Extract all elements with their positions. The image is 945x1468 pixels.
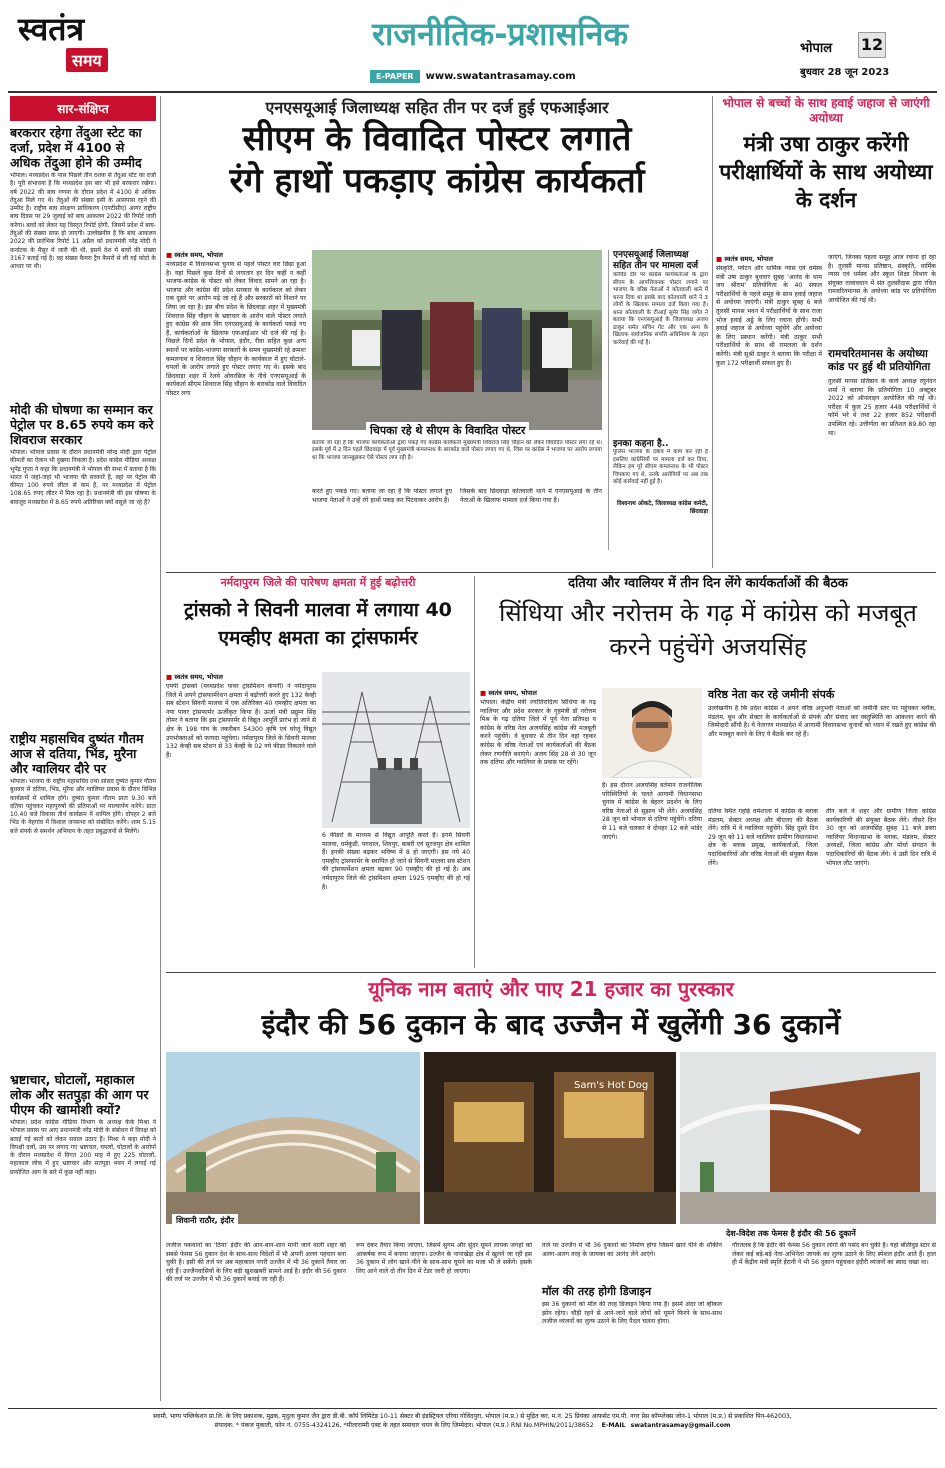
ayodhya-story — [716, 96, 936, 568]
ujjain-col-3 — [542, 1242, 722, 1400]
ayodhya-headline: मंत्री उषा ठाकुर करेंगी परीक्षार्थियों के साथ अयोध्या के दर्शन — [719, 132, 933, 212]
section-title: राजनीतिक-प्रशासनिक — [371, 15, 629, 53]
transformer-col-2-text: 6 फीडरों के माध्यम से विद्युत आपूर्ति करते हैं। इनमें सिवनी मालवा, धर्मकुंडी, पगधाल, शिवपुर, बाबरी एवं सूरजपुर क्षेत्र शामिल हैं। इनकी संख्या बढ़कर भविष्य में 8 हो जाएगी। इस नये 40 एमव्हीए ट्रांसफार्मर के स्थापित हो जाने से सिवनी मालवा सब स्टेशन की ट्रांसफार्मेशन क्षमता बढ़कर 90 एमव्हीए की हो गई है। अब नर्मदापुरम जिले की ट्रांसमिशन क्षमता 1925 एमव्हीए की हो गई है। — [322, 832, 470, 891]
transformer-col-1-text: एमपी ट्रांसको (मध्यप्रदेश पावर ट्रांसमिशन कंपनी) ने नर्मदापुरम जिले में अपने ट्रांसफार्मरेशन क्षमता में बढ़ोत्तरी करते हुए 132 केव्ही सब स्टेशन सिवनी मालवा में एक अतिरिक्त 40 एमव्हीए क्षमता का नया पावर ट्रांसफार्मर ऊर्जीकृत किया है। ऊर्जा मंत्री प्रद्युम्न सिंह तोमर ने बताया कि इस ट्रांसफार्मर से विद्युत आपूर्ति प्रारंभ हो जाने से क्षेत्र के 198 गांव के तकरीबन 54300 कृषि एवं घरेलू विद्युत उपभोक्ताओं को फायदा पहुंचेगा। नर्मदापुरम जिले के सिवनी मालवा 132 केव्ही सब स्टेशन से 33 केव्ही के 02 नये फीडर निकलने वाले हैं। — [166, 683, 316, 759]
sidebar-item-head: बरकरार रहेगा तेंदुआ स्टेट का दर्जा, प्रदेश में 4100 से अधिक तेंदुआ होने की उम्मीद — [10, 125, 142, 170]
ajay-singh-photo-svg — [602, 688, 702, 778]
ujjain-col-4-text: इस 36 दुकानों को मॉल की तरह डिजाइन किया गया है। इसमें अंदर जो व्हीकल झोन रहेगा। चौड़ी रहने से आने-जाने वाले लोगों को घूमने फिरने के साथ-साथ लजीज व्यंजनों का लुत्फ उठाने के लिए पैदल चलना होगा। — [542, 1301, 722, 1326]
footer-email-label: E-MAIL — [601, 1422, 626, 1429]
ujjain-render-1-svg — [166, 1052, 420, 1224]
scindia-subhead: वरिष्ठ नेता कर रहे जमीनी संपर्क — [708, 688, 835, 701]
main-headline-2: रंगे हाथों पकड़ाए कांग्रेस कार्यकर्ता — [229, 161, 645, 201]
ujjain-render-1 — [166, 1052, 420, 1224]
issue-date: बुधवार 28 जून 2023 — [800, 67, 890, 78]
transformer-kicker: नर्मदापुरम जिले की पारेषण क्षमता में हुई बढ़ोत्तरी — [220, 576, 416, 589]
main-story — [166, 96, 708, 568]
main-col-1-text: मध्यप्रदेश में विधानसभा चुनाव से पहले पोस्टर वार छिड़ा हुआ है। यहां पिछले कुछ दिनों से लगातार हर दिन कहीं न कहीं भाजपा-कांग्रेस के पोस्टर को लेकर विवाद सामने आ रहा है। भाजपा और कांग्रेस की प्रदेश सरकार के कार्यकाल को लेकर एक दूसरे पर आरोप मढ़े जा रहे हैं और सरकारों को निशाने पर लिया जा रहा है। इस बीच प्रदेश के छिंदवाड़ा शहर में मुख्यमंत्री शिवराज सिंह चौहान के भ्रष्टाचार के आरोप वाले पोस्टर लगाते हुए कांग्रेस की छात्र विंग एनएसयूआई के कार्यकर्ता पकड़े गए हैं, कार्यकर्ताओं के खिलाफ एफआईआर भी दर्ज की गई है। पिछले दिनों प्रदेश के भोपाल, इंदौर, रीवा सहित कुछ अन्य स्थानों पर कांग्रेस-भाजपा सरकारों के समय मुख्यमंत्री रहे क्रमशः कमलनाथ व शिवराज सिंह चौहान के कार्यकाल में हुए घोटाले-घपलों के आरोप लगाते हुए पोस्टर लगाए गए थे। इसके बाद छिंदवाड़ा शहर में रेलवे ओवरब्रिज के नीचे एनएसयूआई के कार्यकर्ता सीएम शिवराज सिंह चौहान के बारकोड वाले विवादित पोस्टर लगा — [166, 261, 306, 397]
nsui-box-head: एनएसयूआई जिलाध्यक्ष सहित तीन पर मामला दर्ज — [613, 250, 699, 271]
sidebar-item-head: मोदी की घोषणा का सम्मान कर पेट्रोल पर 8.65 रुपये कम करे शिवराज सरकार — [10, 402, 154, 447]
sidebar-item-body: भोपाल। भोपाल प्रवास के दौरान प्रधानमंत्री नरेन्द्र मोदी द्वारा पेट्रोल कीमतों का ऐलान भी दुखमा निकला है। प्रदेश कांग्रेस मीडिया अध्यक्ष भूपेंद्र गुप्ता ने कहा कि प्रधानमंत्री ने भोपाल की सभा में बताया है कि भारत में जहां-जहां भी भाजपा की सरकारें हैं, वहां पर पेट्रोल की कीमत 100 रुपये लीटर से कम है, पर मध्यप्रदेश में पेट्रोल 108.65 रुपए लीटर में मिल रहा है। प्रधानमंत्री की इस घोषणा के बावजूद मध्यप्रदेश में 8.65 रुपये अतिरिक्त क्यों वसूले जा रहे हैं? — [10, 449, 156, 506]
logo — [18, 10, 128, 90]
scindia-col-1-text: भोपाल। केंद्रीय मंत्री ज्योतिरादित्य सिंधिया के गढ़ ग्वालियर और प्रदेश सरकार के गृहमंत्री डॉ नरोत्तम मिश्र के गढ़ दतिया जिले में पूर्व नेता प्रतिपक्ष व कांग्रेस के वरिष्ठ नेता अजयसिंह कांग्रेस की मजबूती करने पहुंचेंगे। वे बुधवार से तीन दिन वहां रहकर कांग्रेस के वरिष्ठ नेताओं एवं कार्यकर्ताओं की बैठक लेकर रणनीति बनाएंगे। अजय सिंह 28 से 30 जून तक दतिया और ग्वालियर के प्रवास पर रहेंगे। — [480, 699, 596, 767]
footer-email[interactable]: swatantrasamay@gmail.com — [630, 1422, 731, 1429]
main-col-1 — [166, 250, 306, 550]
footer-line-2 — [10, 1421, 935, 1430]
transformer-photo-svg — [322, 672, 470, 828]
sidebar-item-head: भ्रष्टाचार, घोटालों, महाकाल लोक और सतपुड़ा की आग पर पीएम की खामोशी क्यों? — [10, 1072, 149, 1117]
footer — [10, 1412, 935, 1462]
sidebar-divider — [160, 96, 161, 1401]
scindia-col-4-text: दतिया स्थित गहोई धर्मशाला में कांग्रेस के ब्लाक मंडलम, सेक्टर अध्यक्ष और बीएलए की बैठक लेंगे। रात्रि में वे ग्वालियर पहुंचेंगे। सिंह दूसरे दिन 29 जून को 11 बजे ग्वालियर ग्रामीण विधानसभा क्षेत्र के ब्लाक प्रमुख, कार्यकर्ताओं, जिला पदाधिकारियों और वरिष्ठ नेताओं की संयुक्त बैठक लेंगे। — [708, 808, 818, 867]
ayodhya-col-1 — [716, 254, 822, 566]
protest-photo-caption: चिपका रहे थे सीएम के विवादित पोस्टर — [366, 422, 529, 439]
scindia-story — [480, 576, 936, 968]
section-rule-1 — [166, 572, 936, 573]
website-link[interactable]: www.swatantrasamay.com — [425, 70, 576, 82]
main-headline-1: सीएम के विवादित पोस्टर लगाते — [242, 119, 632, 159]
ayodhya-col-2 — [828, 254, 936, 566]
page-number: 12 — [858, 32, 886, 58]
ujjain-render-3 — [680, 1052, 936, 1224]
nsui-box — [608, 250, 708, 550]
nsui-quote-head: इनका कहना है.. — [613, 439, 669, 449]
ujjain-photo-strip — [166, 1052, 936, 1232]
sidebar-item-body: भोपाल। भाजपा के राष्ट्रीय महासचिव तथा सांसद दुष्यंत कुमार गौतम बुधवार से दतिया, भिंड, मुरैना और ग्वालियर प्रवास के दौरान विभिन्न कार्यक्रमों में शामिल होंगे। दुष्यंत कुमार गौतम प्रातः 9.30 बजे दतिया पहुंचकर महापुरुषों की प्रतिमाओं पर माल्यार्पण करेंगे। प्रातः 10.40 बजे विकास तीर्थ कार्यक्रम में शामिल होंगे। दोपहर 2 बजे भिंड के मेहगांव में विशाल जनसभा को संबोधित करेंगे। शाम 5.15 बजे संपर्क से समर्थन अभियान के तहत प्रबुद्धजनों से मिलेंगे। — [10, 778, 156, 835]
protest-photo-svg — [312, 250, 602, 430]
scindia-kicker: दतिया और ग्वालियर में तीन दिन लेंगे कार्यकर्ताओं की बैठक — [568, 576, 848, 591]
ujjain-col-5-text: गौरतलब है कि इंदौर की फेमस 56 दुकान लोगों की पसंद बन चुकी है। यहां बॉलीवुड स्टार से लेकर कई बड़े-बड़े नेता-अभिनेता जायके का लुत्फ उठाने के लिए स्पेशल इंदौर आते हैं। हाल ही में केंद्रीय मंत्री स्मृति ईरानी ने भी 56 दुकान पहुंचकर इंदौरी व्यंजनों का स्वाद चखा था। — [732, 1242, 936, 1267]
epaper-strip — [370, 68, 730, 84]
ayodhya-col-1-text: संस्कृति, पर्यटन और धार्मिक न्यास एवं धर्मस्व मंत्री उषा ठाकुर बुधवार सुबह 'आनंद के धाम जय श्रीराम' प्रतियोगिता के 40 सफल परीक्षार्थियों के पहले समूह के साथ हवाई जहाज से अयोध्या जाएंगी। मंत्री ठाकुर सुबह 6 बजे तुलसी मानस भवन में परीक्षार्थियों के साथ राजा भोज हवाई अड्डे के लिए रवाना होंगी। सभी हवाई जहाज से अयोध्या पहुंचेंगे और अयोध्या के लिए प्रस्थान करेंगी। मंत्री ठाकुर सभी परीक्षार्थियों के साथ श्री रामलला के दर्शन करेंगी। मंत्री सुश्री ठाकुर ने बताया कि परीक्षा में कुल 172 परीक्षार्थी सफल हुए हैं। — [716, 265, 822, 367]
epaper-badge: E-PAPER — [370, 70, 420, 83]
footer-rule — [8, 1408, 937, 1409]
main-col-2-text: करते हुए पकड़े गए। बताया जा रहा है कि पोस्टर लगाते हुए भाजपा नेताओं ने उन्हें रंगे हाथों पकड़ कर पिटवाकर आरोप है। — [312, 488, 452, 504]
transformer-byline: ■ स्वतंत्र समय, भोपाल — [166, 672, 316, 681]
svg-text:Sam's Hot Dog: Sam's Hot Dog — [574, 1080, 649, 1091]
scindia-col-3 — [708, 688, 936, 966]
ujjain-story — [166, 976, 936, 1404]
main-right-divider — [712, 96, 713, 568]
ajay-singh-photo — [602, 688, 702, 778]
sidebar-item — [10, 731, 156, 1068]
main-kicker: एनएसयूआई जिलाध्यक्ष सहित तीन पर दर्ज हुई एफआईआर — [265, 98, 609, 117]
sidebar-item-body: भोपाल। प्रदेश कांग्रेस मीडिया विभाग के अध्यक्ष केके मिश्रा ने भोपाल प्रवास पर आए प्रधानमंत्री नरेंद्र मोदी के संबोधन में विपक्ष को बताई गई बातों को लेकर सवाल उठाए हैं। मिश्रा ने कहा मोदी ने विपक्षी दलों, उस पर लगाए गए भ्रष्टाचार, घपलों, घोटालों के आरोपों के दौरान मध्यप्रदेश में विगत 200 माह में हुए 225 घोटालों, महाकाल लोक में हुए भ्रष्टाचार और सतपुड़ा भवन में लगाई गई प्रायोजित आग के बारे में कुछ नहीं कहा। — [10, 1119, 156, 1176]
sidebar — [10, 96, 156, 1401]
sidebar-item — [10, 1072, 156, 1369]
transformer-photo — [322, 672, 470, 828]
transformer-story — [166, 576, 470, 968]
scindia-col-1 — [480, 688, 596, 966]
ujjain-col-1-text: लजीज पकवानों का 'ठिया' इंदौर की आन-बान-शान मानी जाने वाली शहर की सबसे फेमस 56 दुकान देश के साथ-साथ विदेशों में भी अपनी अलग पहचान बना चुकी है। इसी की तर्ज पर अब महाकाल नगरी उज्जैन में भी 36 दुकानें तैयार जा रही हैं। उज्जैनवासियों के लिए बड़ी खुशखबरी सामने आई है। इंदौर की 56 दुकान की तर्ज पर उज्जैन में भी 36 दुकानें बनाई जा रही हैं। — [166, 1242, 346, 1284]
scindia-col-5-text: तीन बजे वे शहर और ग्रामीण जिला कांग्रेस कार्यकारिणी की संयुक्त बैठक लेंगे। तीसरे दिन 30 जून को अजयसिंह सुबह 11 बजे डबरा ग्वालियर विधानसभा के ब्लाक, मंडलम, सेक्टर अध्यक्षों, जिला कांग्रेस और मोर्चा संगठन के पदाधिकारियों की बैठक लेंगे। वे उसी दिन रात्रि में भोपाल लौट जाएंगे। — [826, 808, 936, 867]
section-rule-2 — [166, 972, 936, 973]
logo-bottom: समय — [66, 48, 108, 72]
main-col-3-text: जिसके बाद छिंदवाड़ा कोतवाली थाने में एनएसयूआई के तीन नेताओं के खिलाफ मामला दर्ज किया गया है। — [460, 488, 602, 504]
masthead — [0, 0, 945, 92]
protest-photo — [312, 250, 602, 430]
sidebar-item-body: भोपाल। मध्यप्रदेश के पास पिछले तीन दशक से तेंदुआ स्टेट का दर्जा है। पूरी संभावना है कि मध्यप्रदेश इस बार भी इसे बरकरार रखेगा। वर्ष 2022 की बाघ गणना के दौरान प्रदेश में 4100 से अधिक तेंदुआ मिले गए थे। तेंदुओं की संख्या इसी के आसपास रहने की उम्मीद है। राष्ट्रीय बाघ संरक्षण प्राधिकरण (एनटीसीए) आगर राष्ट्रीय बाघ दिवस पर 29 जुलाई को बाघ आकलन 2022 की रिपोर्ट जारी करेगा। बाघों को लेकर यह विस्तृत रिपोर्ट होगी, जिसमें प्रदेश में बाघ-तेंदुओं की संख्या साफ़ हो जाएगी। उल्लेखनीय है कि बाघ आकलन 2022 की प्रारंभिक रिपोर्ट 11 अप्रैल को प्रधानमंत्री नरेंद्र मोदी ने कर्नाटक के मैसूर में जारी की थी, इसमें देश में बाघों की संख्या 3167 बताई गई है। वह संख्या कैमरा ट्रैप कैमरों से ली गई फोटो के आधार पर थी। — [10, 172, 156, 271]
scindia-col-3-text: उल्लेखनीय है कि प्रदेश कांग्रेस ने अपने वरिष्ठ अनुभवी नेताओं को जमीनी स्तर पर पहुंचकर ब्लॉक, मंडलम, बूथ और सेक्टर के कार्यकर्ताओं से संपर्क और संवाद कर वस्तुस्थिति का आकलन करने की जिम्मेदारी सौंपी है। ये नेतागण मध्यप्रदेश में आगामी विधानसभा चुनावों को ध्यान में रखते हुए कांग्रेस की और मजबूत करने के लिए ये बैठकें कर रहे हैं। — [708, 705, 936, 738]
transformer-headline: ट्रांसको ने सिवनी मालवा में लगाया 40 एमव्हीए क्षमता का ट्रांसफार्मर — [184, 599, 452, 649]
ujjain-render-3-svg — [680, 1052, 936, 1224]
ujjain-render-2-svg — [424, 1052, 676, 1224]
sidebar-item — [10, 402, 156, 727]
ayodhya-subhead: रामचरितमानस के अयोध्या कांड पर हुई थी प्रतियोगिता — [828, 348, 931, 373]
logo-top: स्वतंत्र — [18, 10, 85, 48]
nsui-box-body: कोविड दौर पर कांग्रेस कार्यकर्ताओं के द्वारा सीएम के आपत्तिजनक पोस्टर लगाने पर भाजपा के वरिष्ठ नेताओं ने कोतवाली थाने में धरना दिया था इसके बाद कोतवाली थाने ने 3 लोगों के खिलाफ मामला दर्ज किया गया है। थाना कोतवाली के टीआई सुमेर सिंह जगेत ने बताया कि एनएसयूआई के जिलाध्यक्ष अजय ठाकुर समेत सचिन गेट और एक अन्य के खिलाफ सार्वजनिक संपत्ति अधिनियम के तहत कार्रवाई की गई है। — [613, 272, 708, 346]
ujjain-col-3-text: तर्ज पर उज्जैन में भी 36 दुकानों का निर्माण होगा जिसमें खाने पीने के शौकीन अलग-अलग तरह के जायका का आनंद लेने आएंगे। — [542, 1242, 722, 1258]
nsui-quote-body: पुलिस भाजपा के दबाव में काम कर रही है इसलिए कांग्रेसियों पर मामला दर्ज कर दिया, लेकिन हम पूरे सीएम कमलनाथ के भी पोस्टर चिपकाए गए थे, उनके आरोपियों पर अब तक कोई कार्रवाई नहीं हुई है। — [613, 449, 708, 485]
ujjain-headline: इंदौर की 56 दुकान के बाद उज्जैन में खुलेंगी 36 दुकानें — [261, 1008, 841, 1041]
nsui-attribution: विश्वनाथ ओकटे, जिलाध्यक्ष कांग्रेस कमेटी, छिंदवाड़ा — [616, 501, 708, 515]
ujjain-photo-note: देश-विदेश तक फेमस है इंदौर की 56 दुकानें — [726, 1229, 856, 1238]
main-byline: ■ स्वतंत्र समय, भोपाल — [166, 250, 306, 259]
footer-editor: संपादक: * पंकज मुकाती, फोन नं. 0755-4324126, *मीलाराम्मी एक्ट के तहत समाचार चयन के लिए जिम्मेदार। भोपाल (म.प्र.) RNI No.MPHIN/2011/38652 — [214, 1422, 594, 1429]
footer-line-1: स्वामी, भाग्य पब्लिकेशन प्रा.लि. के लिए प्रकाशक, मुद्रक, मृदुला कुमार जैन द्वारा डी.बी. कॉर्प लिमिटेड 10-11 सेक्टर बी इंडस्ट्रियल एरिया गोविंदपुरा, भोपाल (म.प्र.) से मुद्रित कर, म.नं. 25 प्रियंका आफसेट एम.पी. नगर प्रेस कॉम्प्लेक्स जोन-1 भोपाल (म.प्र.) से प्रकाशित पिन-462003, — [153, 1413, 792, 1420]
ujjain-kicker: यूनिक नाम बताएं और पाए 21 हजार का पुरस्कार — [368, 977, 734, 1001]
scindia-byline: ■ स्वतंत्र समय, भोपाल — [480, 688, 596, 697]
sidebar-item — [10, 125, 156, 398]
ujjain-byline: शिवानी राठौर, इंदौर — [172, 1214, 238, 1227]
ujjain-subhead: मॉल की तरह होगी डिजाइन — [542, 1285, 652, 1298]
ujjain-col-2-text: रूप देकर तैयार किया जाएगा, जिसमें सुगम और सुंदर घूमने लायक जगहों को आकर्षक रूप में बनाया जाएगा। उज्जैन के नानाखेड़ा क्षेत्र में खुलने जा रही इस 36 दुकान में लोग खाने-पीने के साथ-साथ घूमने का मजा भी ले सकेंगे। इसके लिए आने वाले दो तीन दिन में टेंडर जारी हो जाएगा। — [356, 1242, 532, 1275]
sidebar-title: सार-संक्षिप्त — [10, 96, 156, 121]
city-label: भोपाल — [800, 41, 833, 56]
ayodhya-kicker: भोपाल से बच्चों के साथ हवाई जहाज से जाएंगी अयोध्या — [722, 96, 930, 125]
transformer-col-1 — [166, 672, 316, 964]
ujjain-render-2 — [424, 1052, 676, 1224]
masthead-rule — [8, 91, 937, 93]
ayodhya-byline: ■ स्वतंत्र समय, भोपाल — [716, 254, 822, 263]
ayodhya-col-2-text: जाएंगे, जिनका पहला समूह आज रवाना हो रहा है। तुलसी मानस प्रतिष्ठान, संस्कृति, धार्मिक न्यास एवं धर्मस्व और स्कूल शिक्षा विभाग के संयुक्त तत्वावधान में संत तुलसीदास द्वारा रचित रामचरितमानस के अयोध्या कांड पर प्रतियोगिता आयोजित की गई थी। — [828, 254, 936, 304]
scindia-col-2-text: है। इस दौरान अजयसिंह वर्तमान राजनीतिक परिस्थितियों के चलते आगामी विधानसभा चुनाव में कांग्रेस के बेहतर प्रदर्शन के लिए वरिष्ठ नेताओं से सुझाव भी लेंगे। अजयसिंह 28 जून को भोपाल से दतिया पहुंचेंगे। दतिया से 11 बजे चलकर वे दोपहर 12 बजे भांडेर जाएंगे। — [602, 782, 702, 841]
protest-photo-note: बताया जा रहा है कि भाजपा कार्यकर्ताओं द्वारा पकड़े गए कांग्रेस कार्यकर्ता मुख्यमंत्री शिवराज सिंह चौहान को लेकर विवादित पोस्टर लगा रहे थे। इसके पूर्व में 2 दिन पहले छिंदवाड़ा में पूर्व मुख्यमंत्री कमलनाथ के बारकोड वाले पोस्टर लगाए गए थे, जिस पर कांग्रेस ने भाजपा पर आरोप लगाया था कि भाजपा जानबूझकर ऐसे पोस्टर लगा रही है। — [312, 440, 602, 461]
ayodhya-col-3-text: तुलसी मानस प्रतिष्ठान के कार्य अध्यक्ष रघुनंदन शर्मा ने बताया कि प्रतियोगिता 10 अक्टूबर 2022 को ऑनलाइन आयोजित की गई थी। परीक्षा में कुल 25 हजार 448 परीक्षार्थियों ने फॉर्म भरे थे तथा 22 हजार 852 परीक्षार्थी उपस्थित रहे। उत्तीर्णता का प्रतिशत 89.80 रहा था। — [828, 378, 936, 437]
sidebar-item-head: राष्ट्रीय महासचिव दुष्यंत गौतम आज से दतिया, भिंड, मुरैना और ग्वालियर दौरे पर — [10, 731, 144, 776]
transformer-divider — [474, 576, 475, 968]
scindia-headline: सिंधिया और नरोत्तम के गढ़ में कांग्रेस को मजबूत करने पहुंचेंगे अजयसिंह — [499, 599, 917, 661]
